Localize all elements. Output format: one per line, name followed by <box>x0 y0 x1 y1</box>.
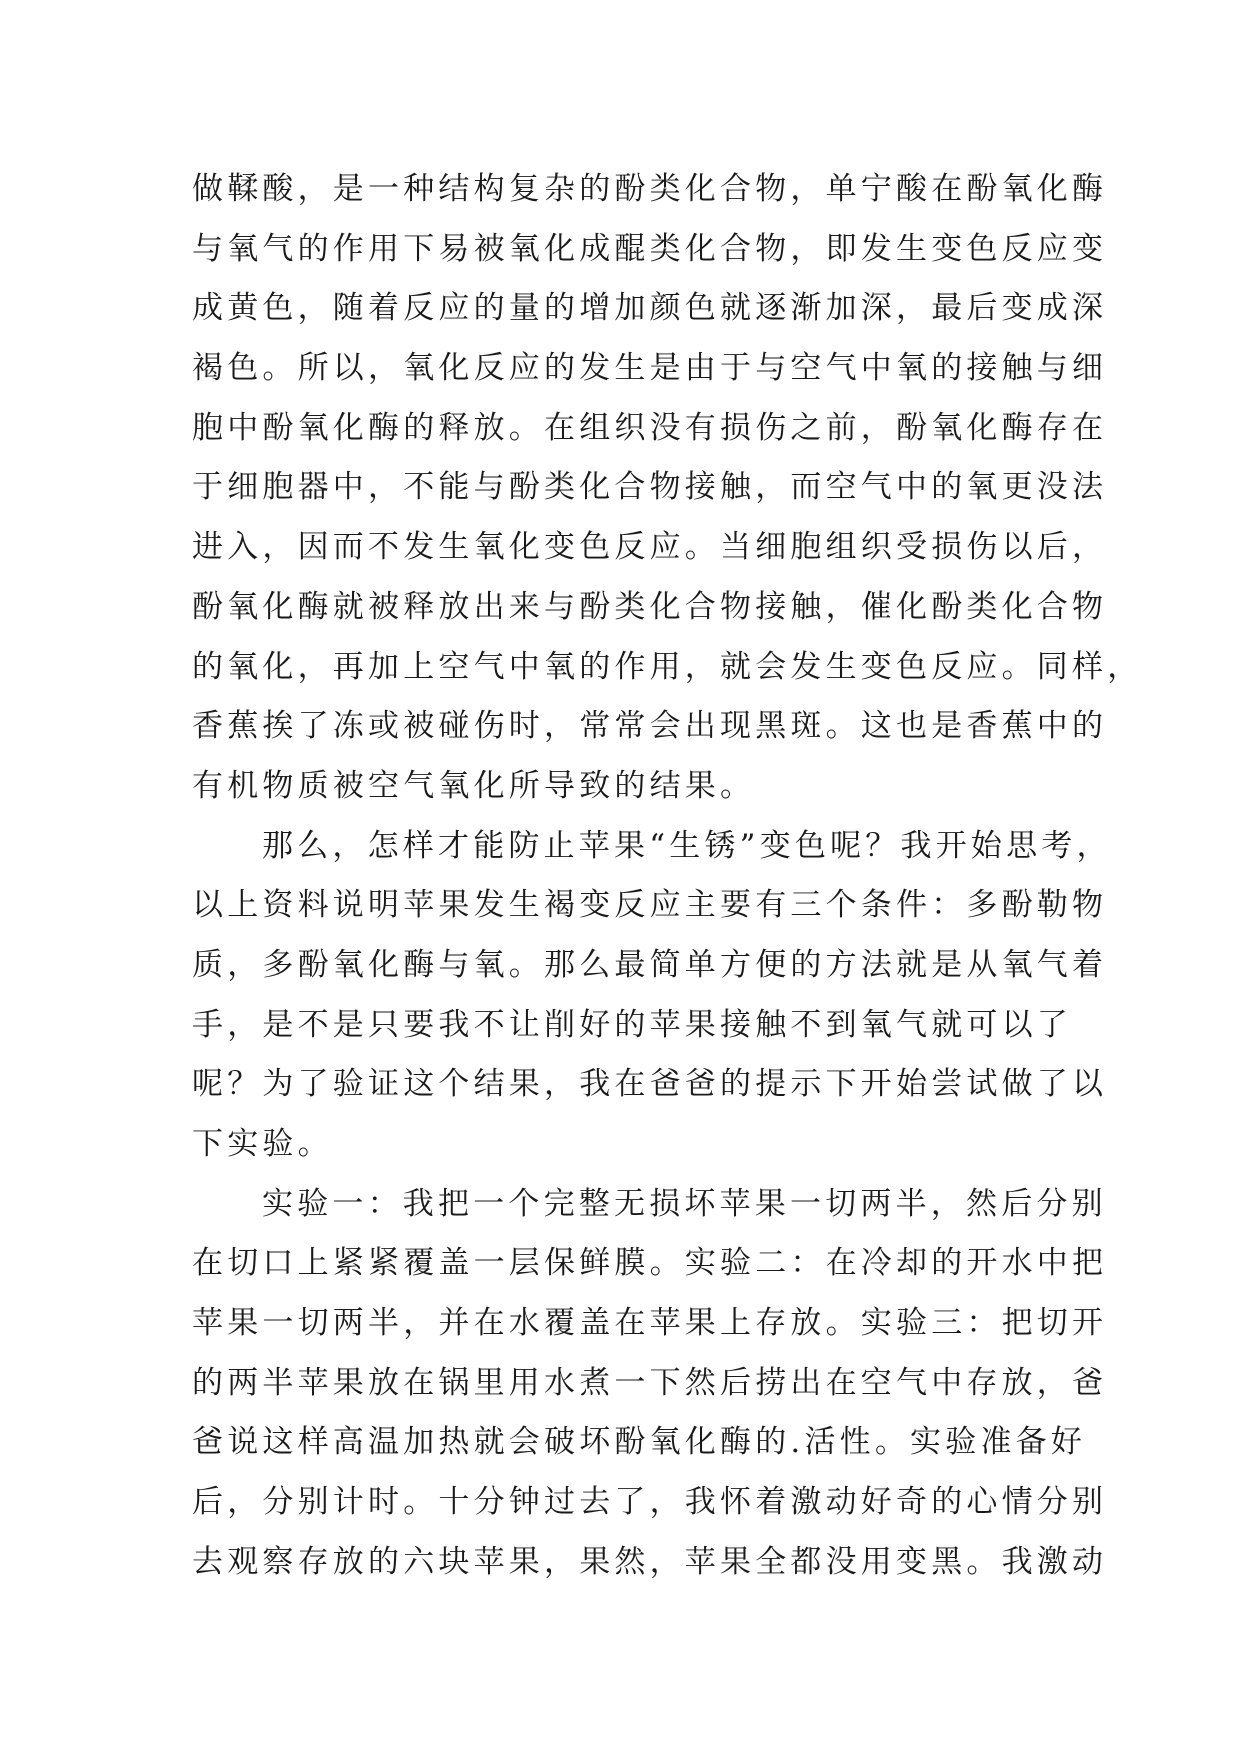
text-line: 苹果一切两半，并在水覆盖在苹果上存放。实验三：把切开 <box>192 1305 1108 1342</box>
text-line: 进入，因而不发生氧化变色反应。当细胞组织受损伤以后， <box>192 529 1108 566</box>
text-line: 呢？为了验证这个结果，我在爸爸的提示下开始尝试做了以 <box>192 1066 1108 1103</box>
text-line: 后，分别计时。十分钟过去了，我怀着激动好奇的心情分别 <box>192 1484 1108 1521</box>
text-line: 褐色。所以，氧化反应的发生是由于与空气中氧的接触与细 <box>192 350 1108 387</box>
text-line: 去观察存放的六块苹果，果然，苹果全都没用变黑。我激动 <box>192 1543 1108 1580</box>
text-line: 胞中酚氧化酶的释放。在组织没有损伤之前，酚氧化酶存在 <box>192 409 1108 446</box>
text-line: 手，是不是只要我不让削好的苹果接触不到氧气就可以了 <box>192 1006 1072 1043</box>
paragraph-start-line: 那么，怎样才能防止苹果“生锈”变色呢？我开始思考， <box>262 827 1112 864</box>
text-line: 爸说这样高温加热就会破坏酚氧化酶的.活性。实验准备好 <box>192 1424 1087 1461</box>
text-line: 酚氧化酶就被释放出来与酚类化合物接触，催化酚类化合物 <box>192 588 1108 625</box>
text-line: 成黄色，随着反应的量的增加颜色就逐渐加深，最后变成深 <box>192 290 1108 327</box>
text-line: 的两半苹果放在锅里用水煮一下然后捞出在空气中存放，爸 <box>192 1364 1108 1401</box>
text-line: 以上资料说明苹果发生褐变反应主要有三个条件：多酚勒物 <box>192 887 1108 924</box>
text-line: 的氧化，再加上空气中氧的作用，就会发生变色反应。同样， <box>192 648 1143 685</box>
paragraph-start-line: 实验一：我把一个完整无损坏苹果一切两半，然后分别 <box>262 1185 1107 1222</box>
text-line: 有机物质被空气氧化所导致的结果。 <box>192 767 756 804</box>
text-line: 做鞣酸，是一种结构复杂的酚类化合物，单宁酸在酚氧化酶 <box>192 171 1108 207</box>
text-line: 与氧气的作用下易被氧化成醌类化合物，即发生变色反应变 <box>192 230 1108 267</box>
text-line: 质，多酚氧化酶与氧。那么最简单方便的方法就是从氧气着 <box>192 946 1108 983</box>
text-line: 在切口上紧紧覆盖一层保鲜膜。实验二：在冷却的开水中把 <box>192 1245 1108 1282</box>
text-line: 下实验。 <box>192 1126 333 1162</box>
text-line: 香蕉挨了冻或被碰伤时，常常会出现黑斑。这也是香蕉中的 <box>192 708 1108 745</box>
body-text <box>192 160 1143 1593</box>
text-line: 于细胞器中，不能与酚类化合物接触，而空气中的氧更没法 <box>192 469 1108 506</box>
